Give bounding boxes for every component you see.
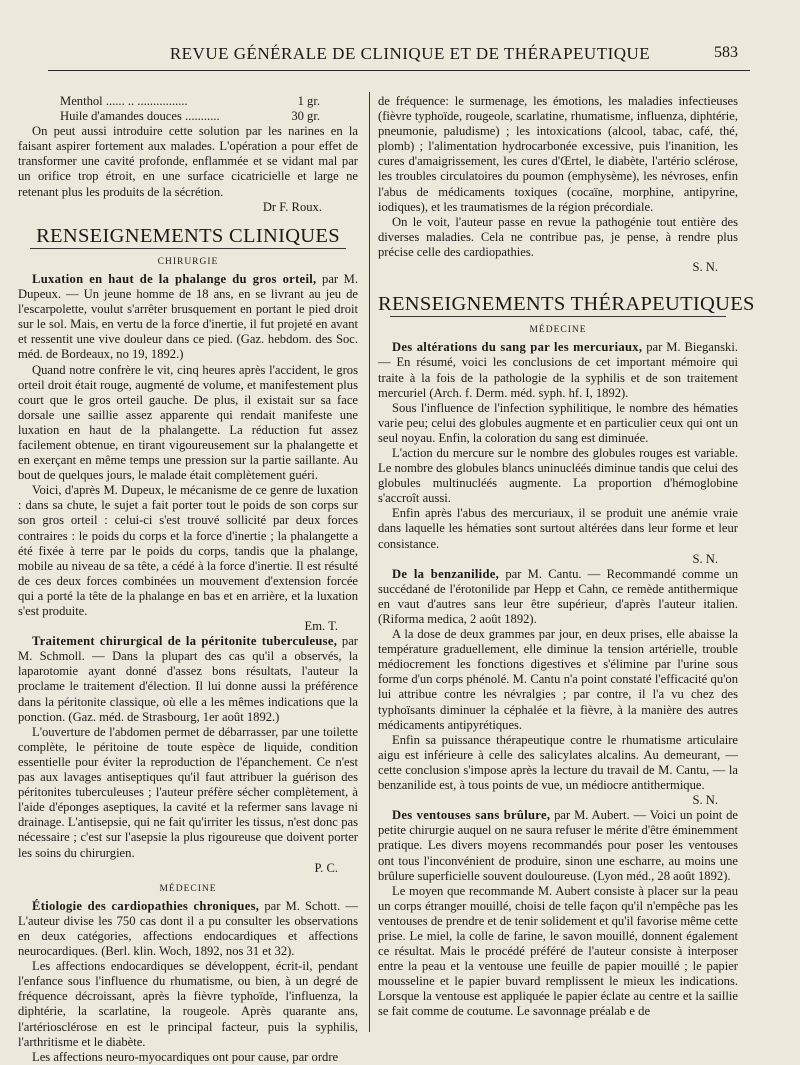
paragraph: Voici, d'après M. Dupeux, le mécanisme de ce genre de luxation : dans sa chute, le sujet a fait porter tout le poids de son corps sur son gros orteil : celui-ci s'est trouvé sollicité par deux forces contraires : le poids du corps et la force d'inertie ; la phalangette a été fixée à terre par le poids du corps, tandis que la phalange, mobile au niveau de sa tête, a cédé à la force d'inertie. Il est résulté de ces deux forces combinées un mouvement d'extension forcée qui a porté la tête de la phalange en bas et en arrière, et la luxation s'est produite. [18,483,358,618]
article-title: Des altérations du sang par les mercuriaux, [392,340,643,355]
paragraph: Quand notre confrère le vit, cinq heures après l'accident, le gros orteil droit était rouge, augmenté de volume, et manifestement plus court que le gros orteil gauche. De plus, il existait sur sa face dorsale une saillie assez apparente qui rendait manifeste une luxation en haut de la phalangette. La réduction fut assez facilement obtenue, en tirant vigoureusement sur la phalangette et en exerçant en même temps une pression sur la partie saillante. Au bout de quelques jours, le malade était complètement guéri. [18,362,358,483]
author-initials: S. N. [692,793,718,808]
article-text: par M. Cantu. — Recommandé comme un succédané de l'érotonilide par Hepp et Cahn, ce remède antithermique en vaut d'autres sans leur être supérieur, d'après l'auteur italien. (Riforma medica, 2 août 1892). [378,566,738,626]
paragraph: de fréquence: le surmenage, les émotions, les maladies infectieuses (fièvre typhoïde, rougeole, scarlatine, rhumatisme, influenza, diphtérie, pneumonie, paludisme) ; les intoxications (alcool, tabac, café, thé, plomb) ; l'alimentation hydrocarbonée excessive, puis l'inanition, les cures d'amaigrissement, les cures d'Œrtel, le diabète, l'artério sclérose, les troubles circulatoires du poumon (emphysème), les névroses, enfin l'abus de médicaments toxiques (cocaïne, morphine, antipyrine, iodiques), et les traumatismes de la région précordiale. [378,94,738,214]
article-lead [378,567,738,627]
section-title-cliniques: RENSEIGNEMENTS CLINIQUES [36,224,340,247]
article-text: par M. Bieganski. — En résumé, voici les conclusions de cet important mémoire qui traite à la fois de la pathologie de la syphilis et de son traitement mercuriel (Arch. f. Derm. méd. syph. hf. I, 1892). [378,340,738,400]
author-initials: S. N. [692,260,718,275]
formula-dose: 30 gr. [291,109,320,124]
article-lead [18,272,358,363]
formula-dose: 1 gr. [297,94,320,108]
subsection-medecine: MÉDECINE [529,325,587,336]
header-rule [48,70,750,71]
article-lead [18,899,358,959]
section-title-therapeutiques: RENSEIGNEMENTS THÉRAPEUTIQUES [378,293,755,316]
paragraph: Le moyen que recommande M. Aubert consiste à placer sur la peau un corps étranger mouillé, choisi de telle façon qu'il n'empêche pas les ventouses de prendre et de tenir solidement et qu'il favorise même cette prise. Le miel, la colle de farine, le savon mouillé, donnent également ce résultat. Mais le procédé préféré de l'auteur consiste à interposer entre la peau et la ventouse une feuille de papier mouillé ; le papier mousseline et le papier buvard remplissent le mieux les indications. Lorsque la ventouse est appliquée le papier éclate au centre et la saillie se fait comme de coutume. Le savonnage préalab e de [378,883,739,1019]
paragraph: On peut aussi introduire cette solution par les narines en la faisant aspirer fortement aux malades. L'opération a pour effet de transformer une cavité profonde, enflammée et se vidant mal par un orifice trop étroit, en une surface cicatricielle et large ne retenant plus les produits de la sécrétion. [18,124,358,199]
article-title: De la benzanilide, [392,566,500,581]
article-lead [18,634,358,725]
author-initials: P. C. [314,860,338,875]
page-number: 583 [714,44,738,61]
running-title: REVUE GÉNÉRALE DE CLINIQUE ET DE THÉRAPEUTIQUE [169,44,651,63]
paragraph: A la dose de deux grammes par jour, en deux prises, elle abaisse la température graduellement, elle diminue la tension artérielle, trouble médiocrement les fonctions digestives et s'élimine par l'urine sous forme d'un corps phénolé. M. Cantu n'a point constaté l'efficacité qu'on lui attribue contre les névralgies ; par contre, il l'a vu chez des typhoïsants diminuer la céphalée et la fièvre, à la manière des autres médicaments antipyrétiques. [378,627,738,732]
column-divider [369,92,370,1032]
paragraph: Enfin après l'abus des mercuriaux, il se produit une anémie vraie dans laquelle les hématies sont surtout altérées dans leur forme et leur consistance. [378,506,738,551]
article-title: Des ventouses sans brûlure, [392,808,551,823]
author-initials: Em. T. [304,619,338,634]
author-initials: S. N. [692,551,718,566]
right-column [378,94,755,1044]
article-text: par M. Schmoll. — Dans la plupart des cas qu'il a observés, la laparotomie ayant donné d'assez bons résultats, l'auteur la proclame le traitement d'élection. Il lui donne aussi la préférence dans la péritonite classique, où elle a les mêmes indications que la ponction. (Gaz. méd. de Strasbourg, 1er août 1892.) [18,634,359,724]
article-title: Luxation en haut de la phalange du gros orteil, [32,271,317,286]
article-title: Traitement chirurgical de la péritonite tuberculeuse, [32,634,338,649]
paragraph: Sous l'influence de l'infection syphilitique, le nombre des hématies varie peu; celui des globules augmente et en particulier ceux qui ont un seul noyau. Enfin, la coloration du sang est diminuée. [378,400,738,445]
paragraph: Les affections neuro-myocardiques ont pour cause, par ordre [32,1049,339,1064]
section-rule [30,248,346,249]
left-column [18,94,359,1064]
article-text: par M. Dupeux. — Un jeune homme de 18 ans, en se livrant au jeu de l'escarpolette, voulut s'arrêter brusquement en portant le pied droit sur le sol. Mais, en vertu de la force d'inertie, il fut projeté en avant et ressentit une vive douleur dans ce pied. (Gaz. hebdom. des Soc. méd. de Bordeaux, no 19, 1892.) [18,271,358,362]
subsection-medecine: MÉDECINE [159,883,217,894]
paragraph: L'ouverture de l'abdomen permet de débarrasser, par une toilette complète, le péritoine de toute espèce de liquide, condition essentielle pour éviter la reproduction de l'épanchement. Ce n'est pas aux lavages antiseptiques qu'il faut attribuer la guérison des péritonites tuberculeuses ; l'auteur préfère sécher complètement, à l'aide d'éponges aseptiques, la cavité et la refermer sans lavage ni drainage. L'antisepsie, qui ne fait qu'irriter les tissus, n'est donc pas nécessaire ; c'est sur l'asepsie la plus rigoureuse que doivent porter les soins du chirurgien. [18,724,358,860]
paragraph: On le voit, l'auteur passe en revue la pathogénie tout entière des diverses maladies. Cela ne contribue pas, je pense, à rendre plus précise celle des cardiopathies. [378,214,738,259]
article-text: par M. Schott. — L'auteur divise les 750 cas dont il a pu consulter les observations en deux catégories, affections endocardiques et affections neurocardiques. (Berl. klin. Woch, 1892, nos 31 et 32). [18,898,358,959]
subsection-chirurgie: CHIRURGIE [157,256,219,267]
formula-ingredient: Menthol ...... .. ................ [60,94,188,108]
article-lead [378,340,738,400]
article-text: par M. Aubert. — Voici un point de petite chirurgie auquel on ne saura refuser le mérite d'être éminemment pratique. Les divers moyens recommandés pour poser les ventouses ont tous l'inconvénient de produire, sinon une escharre, au moins une brûlure superficielle souvent douloureuse. (Lyon méd., 28 août 1892). [378,808,738,883]
author-signature: Dr F. Roux. [262,199,322,214]
paragraph: Enfin sa puissance thérapeutique contre le rhumatisme articulaire aigu est inférieure à celle des salicylates alcalins. Au demeurant, — cette conclusion s'impose après la lecture du travail de M. Cantu, — la benzanilide est, à tous points de vue, un médiocre antithermique. [378,732,738,793]
formula-line [18,109,358,124]
formula-ingredient: Huile d'amandes douces ........... [60,109,220,124]
paragraph: L'action du mercure sur le nombre des globules rouges est variable. Le nombre des globules blancs uninucléés diminue tandis que celui des globules multinucléés augmente. La proportion d'hémoglobine s'accroît aussi. [378,445,738,506]
article-title: Étiologie des cardiopathies chroniques, [32,898,260,913]
paragraph: Les affections endocardiques se développent, écrit-il, pendant l'enfance sous l'influence du rhumatisme, ou bien, à un degré de fréquence décroissant, après la fièvre typhoïde, l'influenza, la diphtérie, la scarlatine, la rougeole. Après quarante ans, l'artériosclérose en est le principal facteur, puis la syphilis, l'arthritisme et le diabète. [18,959,358,1049]
section-rule [390,316,726,317]
article-lead [378,808,738,883]
formula-line [18,94,358,109]
